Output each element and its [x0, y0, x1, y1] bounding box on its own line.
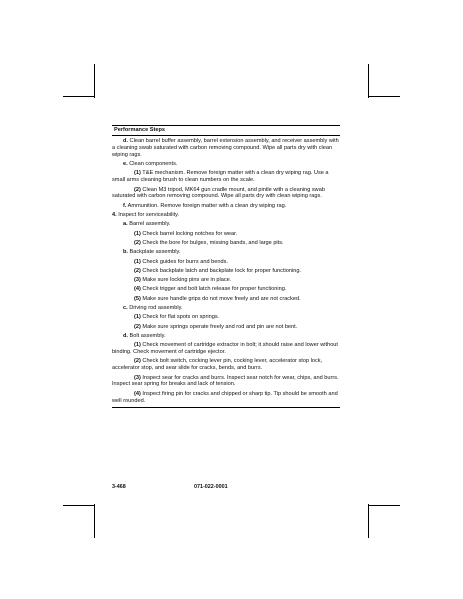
step-number: b. — [123, 249, 128, 256]
step-text: Check movement of cartridge extractor in bolt; it should raise and lower without binding. Check movement of cartridge ejector. — [112, 342, 338, 356]
section-header: Performance Steps — [114, 127, 165, 133]
step-text: Check trigger and bolt latch release for proper functioning. — [142, 286, 287, 293]
step-paragraph — [112, 249, 340, 256]
step-paragraph — [112, 203, 340, 210]
step-text: Barrel assembly. — [129, 221, 171, 228]
step-number: (3) — [134, 277, 141, 284]
step-text: Clean M3 tripod, MK64 gun cradle mount, and pintle with a cleaning swab saturated with carbon removing compound. Wipe all parts dry with clean wiping rags. — [112, 186, 325, 200]
crop-mark — [63, 505, 95, 506]
step-number: (3) — [134, 374, 141, 381]
step-number: (1) — [134, 314, 141, 321]
step-number: e. — [123, 161, 128, 168]
crop-mark — [368, 504, 369, 538]
crop-mark — [368, 96, 400, 97]
page-number: 3-468 — [112, 484, 126, 490]
step-number: (2) — [134, 239, 141, 246]
step-paragraph — [112, 221, 340, 228]
step-number: (1) — [134, 342, 141, 349]
step-number: d. — [123, 137, 128, 144]
step-text: Clean components. — [129, 161, 178, 168]
step-number: (2) — [134, 323, 141, 330]
step-text: Driving rod assembly. — [129, 304, 183, 311]
step-text: Make sure springs operate freely and rod and pin are not bent. — [142, 323, 298, 330]
step-text: Make sure locking pins are in place. — [142, 277, 232, 284]
step-text: Check the bore for bulges, missing bands, and large pits. — [142, 239, 284, 246]
step-number: (2) — [134, 186, 141, 193]
step-paragraph — [112, 296, 340, 303]
step-paragraph — [112, 212, 340, 219]
step-number: (1) — [134, 170, 141, 177]
step-number: d. — [123, 332, 128, 339]
crop-mark — [368, 505, 400, 506]
step-paragraph — [112, 187, 340, 201]
step-text: Check for flat spots on springs. — [142, 314, 220, 321]
step-text: Inspect for serviceability. — [118, 212, 180, 219]
steps-list — [112, 138, 340, 405]
step-number: c. — [123, 304, 128, 311]
crop-mark — [94, 504, 95, 538]
step-text: Make sure handle grips do not move freely and are not cracked. — [142, 295, 301, 302]
step-number: (4) — [134, 390, 141, 397]
step-paragraph — [112, 240, 340, 247]
step-paragraph — [112, 138, 340, 159]
step-number: (1) — [134, 230, 141, 237]
step-number: (2) — [134, 358, 141, 365]
step-paragraph — [112, 391, 340, 405]
step-text: T&E mechanism. Remove foreign matter with a clean dry wiping rag. Use a small arms cleaning brush to clean numbers on the scale. — [112, 170, 329, 184]
task-code: 071-022-0001 — [194, 484, 228, 490]
step-number: (2) — [134, 267, 141, 274]
step-paragraph — [112, 286, 340, 293]
step-text: Check backplate latch and backplate lock for proper functioning. — [142, 267, 301, 274]
step-number: a. — [123, 221, 128, 228]
step-paragraph — [112, 259, 340, 266]
crop-mark — [94, 64, 95, 98]
step-number: 4. — [112, 212, 117, 219]
step-paragraph — [112, 314, 340, 321]
step-text: Bolt assembly. — [129, 332, 166, 339]
step-paragraph — [112, 324, 340, 331]
step-number: (4) — [134, 286, 141, 293]
step-text: Ammunition. Remove foreign matter with a clean dry wiping rag. — [127, 202, 287, 209]
step-paragraph — [112, 277, 340, 284]
step-text: Backplate assembly. — [129, 249, 181, 256]
step-paragraph — [112, 342, 340, 356]
step-number: f. — [123, 202, 127, 209]
step-paragraph — [112, 231, 340, 238]
crop-mark — [368, 64, 369, 98]
step-paragraph — [112, 333, 340, 340]
bottom-rule — [112, 407, 340, 408]
page-content — [112, 125, 340, 408]
step-paragraph — [112, 305, 340, 312]
header-rule — [112, 135, 340, 136]
step-paragraph — [112, 161, 340, 168]
step-number: (5) — [134, 295, 141, 302]
step-text: Check guides for burrs and bends. — [142, 258, 228, 265]
step-paragraph — [112, 170, 340, 184]
step-text: Check barrel locking notches for wear. — [142, 230, 238, 237]
step-number: (1) — [134, 258, 141, 265]
step-paragraph — [112, 358, 340, 372]
step-text: Inspect sear for cracks and burrs. Inspect sear notch for wear, chips, and burrs. Inspect sear spring for breaks and lack of tension. — [112, 374, 339, 388]
step-paragraph — [112, 375, 340, 389]
step-text: Check bolt switch, cocking lever pin, cocking lever, accelerator stop lock, accelerator stop, and sear slide for cracks, bends, and burrs. — [112, 358, 323, 372]
step-text: Clean barrel buffer assembly, barrel extension assembly, and receiver assembly with a cleaning swab saturated with carbon removing compound. Wipe all parts dry with clean wiping rags. — [112, 137, 339, 158]
step-text: Inspect firing pin for cracks and chipped or sharp tip. Tip should be smooth and well rounded. — [112, 390, 338, 404]
step-paragraph — [112, 268, 340, 275]
crop-mark — [63, 96, 95, 97]
